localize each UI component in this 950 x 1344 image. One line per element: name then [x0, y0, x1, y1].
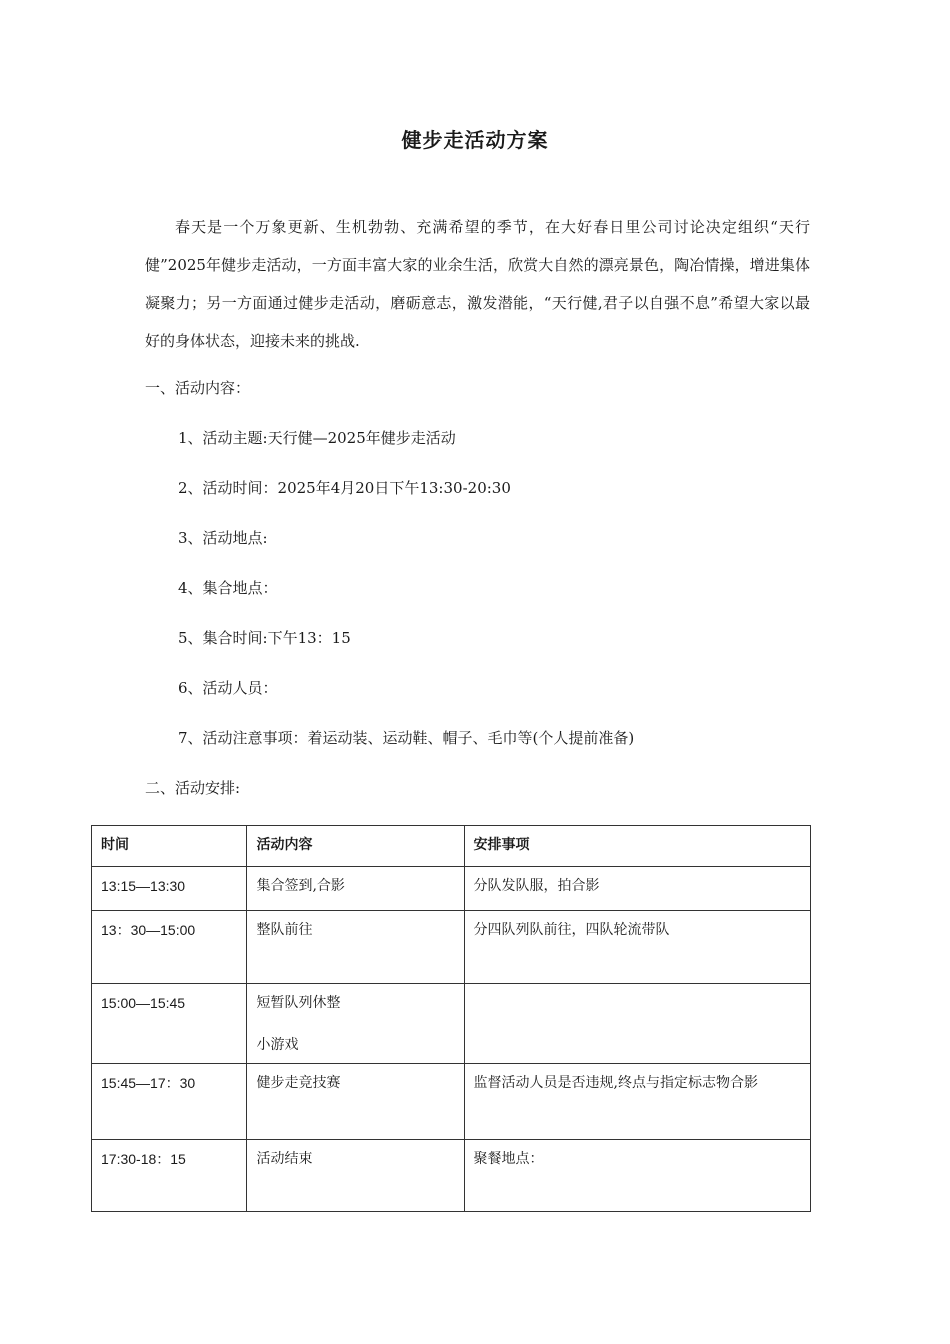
- table-cell-content: [247, 1140, 464, 1212]
- table-row: [92, 867, 811, 911]
- content-line: 活动结束: [256, 1151, 313, 1167]
- table-cell-arrangement: [464, 984, 810, 1064]
- table-row: [92, 1064, 811, 1140]
- table-cell-arrangement: 聚餐地点：: [464, 1140, 810, 1212]
- section-heading-schedule: 二、活动安排:: [145, 779, 241, 797]
- table-cell-time: 13:15—13:30: [92, 867, 247, 911]
- table-row: [92, 911, 811, 984]
- table-cell-arrangement: 分队发队服，拍合影: [464, 867, 810, 911]
- table-row: [92, 984, 811, 1064]
- list-item-meeting-time: 5、集合时间:下午13：15: [178, 629, 351, 647]
- table-header-content: 活动内容: [247, 826, 464, 867]
- intro-paragraph: 春天是一个万象更新、生机勃勃、充满希望的季节，在大好春日里公司讨论决定组织“天行健”2025年健步走活动，一方面丰富大家的业余生活，欣赏大自然的漂亮景色，陶冶情操，增进集体凝聚力；另一方面通过健步走活动，磨砺意志，激发潜能，“天行健,君子以自强不息”希望大家以最好的身体状态，迎接未来的挑战.: [145, 218, 810, 350]
- table-cell-time: 15:00—15:45: [92, 984, 247, 1064]
- schedule-table: [91, 825, 811, 1212]
- content-line: 小游戏: [256, 1037, 299, 1053]
- table-cell-time: 17:30-18：15: [92, 1140, 247, 1212]
- section-heading-content: 一、活动内容：: [145, 379, 251, 397]
- table-cell-content: [247, 984, 464, 1064]
- table-cell-content: [247, 1064, 464, 1140]
- table-row: [92, 1140, 811, 1212]
- content-line: 整队前往: [256, 922, 313, 938]
- content-line: 集合签到,合影: [256, 878, 345, 894]
- table-cell-arrangement: 分四队列队前往，四队轮流带队: [464, 911, 810, 984]
- table-cell-content: [247, 911, 464, 984]
- document-title: 健步走活动方案: [401, 128, 549, 152]
- content-line: 短暂队列休整: [256, 995, 341, 1011]
- table-cell-time: 15:45—17：30: [92, 1064, 247, 1140]
- list-item-theme: 1、活动主题:天行健—2025年健步走活动: [178, 429, 456, 447]
- list-item-participants: 6、活动人员：: [178, 679, 278, 697]
- list-item-notes: 7、活动注意事项：着运动装、运动鞋、帽子、毛巾等(个人提前准备): [178, 729, 635, 747]
- table-header-arrangement: 安排事项: [464, 826, 810, 867]
- table-header-row: [92, 826, 811, 867]
- table-header-time: 时间: [92, 826, 247, 867]
- list-item-time: 2、活动时间：2025年4月20日下午13:30-20:30: [178, 479, 511, 497]
- content-line: 健步走竞技赛: [256, 1075, 341, 1091]
- table-cell-content: [247, 867, 464, 911]
- list-item-meeting-place: 4、集合地点：: [178, 579, 278, 597]
- list-item-location: 3、活动地点:: [178, 529, 268, 547]
- table-cell-arrangement: 监督活动人员是否违规,终点与指定标志物合影: [464, 1064, 810, 1140]
- table-cell-time: 13：30—15:00: [92, 911, 247, 984]
